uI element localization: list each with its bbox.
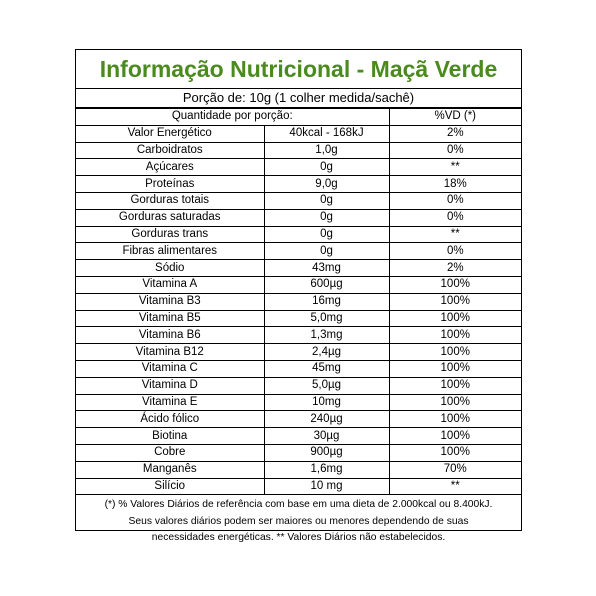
nutrient-name: Cobre <box>76 444 264 461</box>
table-row <box>76 428 521 445</box>
table-row <box>76 260 521 277</box>
nutrient-amount: 5,0µg <box>264 377 389 394</box>
vd-header: %VD (*) <box>389 109 521 126</box>
table-row <box>76 310 521 327</box>
nutrient-amount: 5,0mg <box>264 310 389 327</box>
nutrient-vd: 18% <box>389 176 521 193</box>
nutrient-vd: 2% <box>389 125 521 142</box>
nutrient-vd: 100% <box>389 344 521 361</box>
nutrient-name: Vitamina E <box>76 394 264 411</box>
nutrient-amount: 10mg <box>264 394 389 411</box>
nutrient-name: Ácido fólico <box>76 411 264 428</box>
nutrient-amount: 0g <box>264 192 389 209</box>
table-row <box>76 377 521 394</box>
table-row <box>76 461 521 478</box>
table-row <box>76 394 521 411</box>
nutrient-amount: 40kcal - 168kJ <box>264 125 389 142</box>
nutrient-amount: 16mg <box>264 293 389 310</box>
nutrient-vd: 100% <box>389 293 521 310</box>
nutrient-vd: 100% <box>389 276 521 293</box>
table-row <box>76 276 521 293</box>
footnote <box>76 495 521 547</box>
nutrient-amount: 1,3mg <box>264 327 389 344</box>
nutrient-name: Vitamina D <box>76 377 264 394</box>
nutrient-name: Vitamina B6 <box>76 327 264 344</box>
nutrient-amount: 45mg <box>264 360 389 377</box>
nutrient-name: Carboidratos <box>76 142 264 159</box>
nutrient-amount: 43mg <box>264 260 389 277</box>
nutrient-name: Biotina <box>76 428 264 445</box>
quantity-header: Quantidade por porção: <box>76 109 389 126</box>
nutrient-vd: 100% <box>389 327 521 344</box>
nutrient-name: Gorduras saturadas <box>76 209 264 226</box>
nutrient-name: Sódio <box>76 260 264 277</box>
nutrient-amount: 0g <box>264 209 389 226</box>
nutrient-name: Vitamina B12 <box>76 344 264 361</box>
nutrient-name: Vitamina C <box>76 360 264 377</box>
nutrient-amount: 240µg <box>264 411 389 428</box>
nutrient-vd: 0% <box>389 209 521 226</box>
table-row <box>76 444 521 461</box>
nutrient-vd: ** <box>389 226 521 243</box>
table-row <box>76 209 521 226</box>
nutrient-vd: 100% <box>389 411 521 428</box>
nutrient-vd: 0% <box>389 192 521 209</box>
table-row <box>76 159 521 176</box>
nutrient-vd: 0% <box>389 142 521 159</box>
nutrient-vd: ** <box>389 159 521 176</box>
nutrient-vd: 100% <box>389 394 521 411</box>
nutrient-vd: 100% <box>389 377 521 394</box>
nutrient-name: Silício <box>76 478 264 495</box>
nutrition-table <box>76 108 521 495</box>
nutrient-name: Manganês <box>76 461 264 478</box>
nutrient-amount: 9,0g <box>264 176 389 193</box>
footnote-line-1: (*) % Valores Diários de referência com base em uma dieta de 2.000kcal ou 8.400kJ. <box>104 499 493 511</box>
nutrient-amount: 30µg <box>264 428 389 445</box>
nutrition-title: Informação Nutricional - Maçã Verde <box>76 50 521 89</box>
nutrient-amount: 2,4µg <box>264 344 389 361</box>
table-row <box>76 142 521 159</box>
nutrient-vd: 100% <box>389 428 521 445</box>
table-row <box>76 293 521 310</box>
table-row <box>76 360 521 377</box>
nutrient-name: Valor Energético <box>76 125 264 142</box>
nutrient-amount: 1,6mg <box>264 461 389 478</box>
footnote-line-3: necessidades energéticas. ** Valores Diários não estabelecidos. <box>151 532 446 544</box>
nutrient-name: Gorduras trans <box>76 226 264 243</box>
nutrition-facts-panel <box>75 49 522 544</box>
nutrient-name: Proteínas <box>76 176 264 193</box>
table-row <box>76 478 521 495</box>
portion-size: Porção de: 10g (1 colher medida/sachê) <box>76 89 521 108</box>
nutrient-amount: 10 mg <box>264 478 389 495</box>
table-row <box>76 327 521 344</box>
nutrient-amount: 1,0g <box>264 142 389 159</box>
nutrient-name: Vitamina B5 <box>76 310 264 327</box>
table-row <box>76 243 521 260</box>
nutrient-name: Gorduras totais <box>76 192 264 209</box>
footnote-line-2: Seus valores diários podem ser maiores ou menores dependendo de suas <box>128 515 469 527</box>
nutrient-amount: 0g <box>264 226 389 243</box>
nutrient-amount: 600µg <box>264 276 389 293</box>
table-row <box>76 125 521 142</box>
table-row <box>76 226 521 243</box>
nutrient-vd: 0% <box>389 243 521 260</box>
nutrient-vd: 70% <box>389 461 521 478</box>
nutrient-vd: 100% <box>389 360 521 377</box>
table-row <box>76 192 521 209</box>
table-row <box>76 411 521 428</box>
table-row <box>76 344 521 361</box>
nutrient-name: Vitamina A <box>76 276 264 293</box>
table-row <box>76 176 521 193</box>
nutrient-amount: 0g <box>264 243 389 260</box>
nutrient-amount: 0g <box>264 159 389 176</box>
nutrient-amount: 900µg <box>264 444 389 461</box>
table-header-row <box>76 109 521 126</box>
nutrient-vd: 2% <box>389 260 521 277</box>
nutrient-name: Fibras alimentares <box>76 243 264 260</box>
nutrient-vd: 100% <box>389 444 521 461</box>
nutrient-vd: ** <box>389 478 521 495</box>
nutrient-name: Vitamina B3 <box>76 293 264 310</box>
nutrient-vd: 100% <box>389 310 521 327</box>
nutrient-name: Açúcares <box>76 159 264 176</box>
